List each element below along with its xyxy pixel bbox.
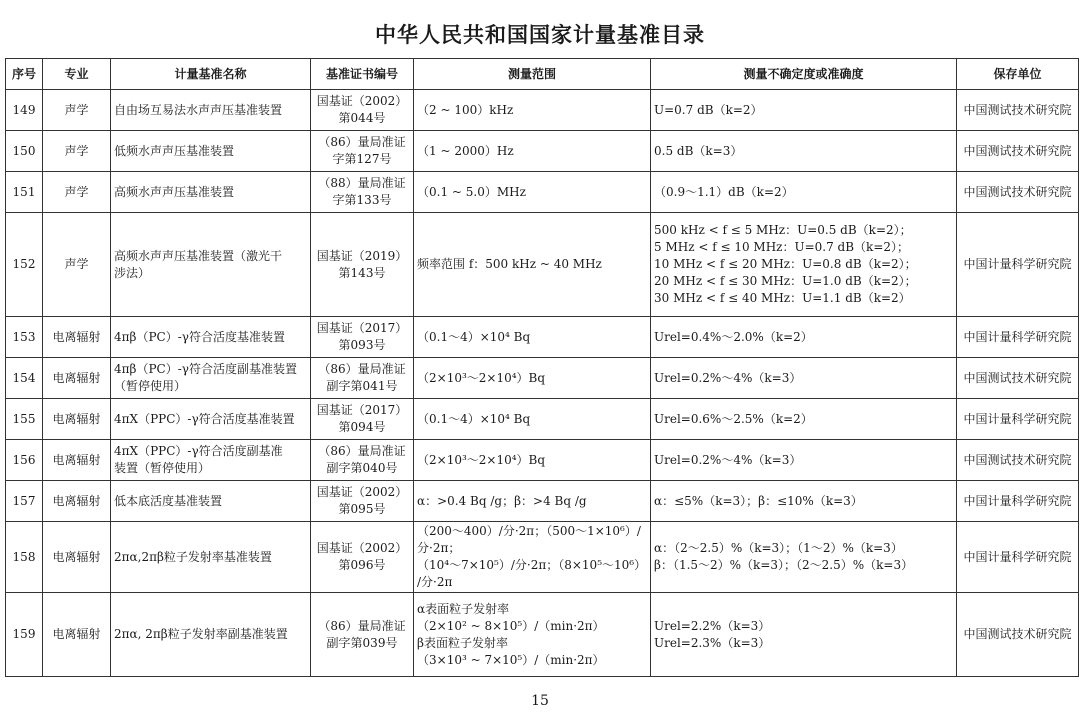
cell-standard-name-line: 高频水声声压基准装置（激光干: [114, 248, 283, 263]
cell-standard-name-line: 4πX（PPC）-γ符合活度副基准: [114, 444, 283, 458]
header-field: 专业: [43, 59, 111, 90]
cell-custodian: 中国计量科学研究院: [957, 399, 1079, 440]
cell-standard-name: [111, 213, 311, 317]
cell-measurement-range-line: （0.1～4）×10⁴ Bq: [417, 329, 531, 344]
cell-uncertainty: [651, 481, 957, 522]
cell-uncertainty: [651, 131, 957, 172]
cell-uncertainty-line: （0.9～1.1）dB（k=2）: [654, 184, 794, 199]
table-row: [6, 317, 1079, 358]
cell-measurement-range: [414, 131, 651, 172]
cell-measurement-range: [414, 522, 651, 593]
cell-field: 声学: [43, 90, 111, 131]
cell-serial-no: 149: [6, 90, 43, 131]
cell-certificate-no-line: 国基证（2017）: [316, 321, 408, 335]
cell-measurement-range: [414, 440, 651, 481]
cell-measurement-range-line: （1 ~ 2000）Hz: [417, 143, 514, 158]
page-title: 中华人民共和国国家计量基准目录: [375, 23, 705, 47]
cell-certificate-no: [311, 131, 414, 172]
cell-measurement-range-line: 分·2π；: [417, 541, 461, 555]
cell-serial-no: 152: [6, 213, 43, 317]
cell-serial-no: 158: [6, 522, 43, 593]
table-header-row: [6, 59, 1079, 90]
cell-certificate-no-line: 第094号: [338, 420, 386, 434]
cell-uncertainty-line: 10 MHz < f ≤ 20 MHz：U=0.8 dB（k=2）；: [654, 257, 917, 271]
cell-standard-name: [111, 90, 311, 131]
cell-uncertainty: [651, 213, 957, 317]
cell-uncertainty-line: Urel=2.3%（k=3）: [654, 635, 771, 650]
cell-certificate-no-line: 第044号: [338, 111, 386, 125]
header-custodian: 保存单位: [957, 59, 1079, 90]
cell-custodian: 中国测试技术研究院: [957, 440, 1079, 481]
cell-measurement-range-line: （0.1～4）×10⁴ Bq: [417, 411, 531, 426]
cell-standard-name: [111, 481, 311, 522]
cell-certificate-no-line: 国基证（2002）: [316, 485, 408, 499]
cell-uncertainty-line: α：≤5%（k=3）；β：≤10%（k=3）: [654, 493, 863, 508]
cell-certificate-no: [311, 440, 414, 481]
cell-standard-name-line: （暂停使用）: [114, 379, 187, 393]
cell-uncertainty-line: Urel=0.4%～2.0%（k=2）: [654, 329, 813, 344]
cell-uncertainty: [651, 399, 957, 440]
cell-field: 电离辐射: [43, 399, 111, 440]
cell-uncertainty-line: β：（1.5～2）%（k=3）；（2～2.5）%（k=3）: [654, 558, 914, 572]
cell-field: 声学: [43, 131, 111, 172]
cell-certificate-no: [311, 481, 414, 522]
cell-custodian: 中国测试技术研究院: [957, 131, 1079, 172]
cell-measurement-range: [414, 481, 651, 522]
cell-custodian: 中国测试技术研究院: [957, 593, 1079, 677]
cell-certificate-no-line: （86）量局准证: [318, 618, 406, 633]
cell-measurement-range: [414, 358, 651, 399]
cell-serial-no: 157: [6, 481, 43, 522]
cell-uncertainty-line: 0.5 dB（k=3）: [654, 143, 743, 158]
standards-catalog-table: [5, 58, 1079, 677]
table-row: [6, 399, 1079, 440]
cell-field: 电离辐射: [43, 317, 111, 358]
cell-uncertainty-line: Urel=0.6%～2.5%（k=2）: [654, 411, 813, 426]
cell-standard-name-line: 4πX（PPC）-γ符合活度基准装置: [114, 411, 295, 426]
cell-standard-name-line: 2πα, 2πβ粒子发射率副基准装置: [114, 627, 288, 641]
cell-measurement-range: [414, 90, 651, 131]
table-row: [6, 358, 1079, 399]
cell-certificate-no: [311, 358, 414, 399]
cell-certificate-no-line: 第093号: [338, 338, 386, 352]
table-row: [6, 593, 1079, 677]
cell-field: 电离辐射: [43, 358, 111, 399]
cell-field: 电离辐射: [43, 522, 111, 593]
cell-custodian: 中国测试技术研究院: [957, 172, 1079, 213]
cell-measurement-range-line: （2×10³～2×10⁴）Bq: [417, 452, 546, 467]
cell-standard-name: [111, 593, 311, 677]
header-uncertainty: 测量不确定度或准确度: [651, 59, 957, 90]
cell-certificate-no: [311, 213, 414, 317]
cell-uncertainty-line: U=0.7 dB（k=2）: [654, 102, 763, 117]
cell-uncertainty: [651, 593, 957, 677]
cell-measurement-range-line: α表面粒子发射率: [417, 601, 510, 616]
cell-standard-name-line: 自由场互易法水声声压基准装置: [114, 102, 283, 117]
cell-serial-no: 151: [6, 172, 43, 213]
cell-custodian: 中国计量科学研究院: [957, 317, 1079, 358]
cell-standard-name-line: 装置（暂停使用）: [114, 461, 211, 475]
cell-uncertainty-line: 30 MHz < f ≤ 40 MHz：U=1.1 dB（k=2）: [654, 291, 911, 305]
cell-field: 电离辐射: [43, 440, 111, 481]
cell-custodian: 中国计量科学研究院: [957, 481, 1079, 522]
table-row: [6, 481, 1079, 522]
header-standard-name: 计量基准名称: [111, 59, 311, 90]
cell-standard-name-line: 高频水声声压基准装置: [114, 184, 235, 199]
cell-standard-name-line: 2πα,2πβ粒子发射率基准装置: [114, 549, 272, 564]
header-certificate-no: 基准证书编号: [311, 59, 414, 90]
cell-certificate-no: [311, 90, 414, 131]
cell-serial-no: 159: [6, 593, 43, 677]
cell-uncertainty: [651, 90, 957, 131]
cell-measurement-range-line: （2 ~ 100）kHz: [417, 102, 514, 117]
cell-measurement-range-line: （200～400）/分·2π；（500～1×10⁶）/: [417, 524, 641, 538]
cell-certificate-no-line: 第143号: [338, 265, 386, 280]
cell-certificate-no-line: 字第133号: [332, 193, 392, 207]
cell-certificate-no-line: 第096号: [338, 558, 386, 572]
cell-standard-name-line: 4πβ（PC）-γ符合活度副基准装置: [114, 362, 297, 376]
cell-uncertainty: [651, 317, 957, 358]
cell-uncertainty-line: 500 kHz < f ≤ 5 MHz：U=0.5 dB（k=2）；: [654, 223, 912, 237]
cell-certificate-no-line: （88）量局准证: [318, 176, 406, 190]
cell-field: 电离辐射: [43, 481, 111, 522]
cell-uncertainty-line: 20 MHz < f ≤ 30 MHz：U=1.0 dB（k=2）；: [654, 274, 917, 288]
cell-serial-no: 153: [6, 317, 43, 358]
table-row: [6, 213, 1079, 317]
cell-certificate-no-line: 副字第041号: [326, 379, 398, 393]
cell-certificate-no-line: （86）量局准证: [318, 135, 406, 149]
cell-serial-no: 155: [6, 399, 43, 440]
table-row: [6, 440, 1079, 481]
cell-uncertainty-line: Urel=0.2%～4%（k=3）: [654, 370, 802, 385]
cell-measurement-range: [414, 172, 651, 213]
cell-certificate-no-line: 国基证（2019）: [316, 248, 408, 263]
cell-uncertainty-line: Urel=0.2%～4%（k=3）: [654, 452, 802, 467]
cell-standard-name: [111, 399, 311, 440]
table-row: [6, 522, 1079, 593]
cell-standard-name: [111, 172, 311, 213]
cell-field: 声学: [43, 172, 111, 213]
cell-measurement-range-line: （2×10² ~ 8×10⁵）/（min·2π）: [417, 618, 605, 633]
cell-serial-no: 150: [6, 131, 43, 172]
cell-measurement-range-line: α：>0.4 Bq /g；β：>4 Bq /g: [417, 493, 587, 508]
cell-standard-name: [111, 131, 311, 172]
cell-measurement-range: [414, 399, 651, 440]
table-row: [6, 131, 1079, 172]
cell-measurement-range-line: （3×10³ ~ 7×10⁵）/（min·2π）: [417, 652, 605, 667]
cell-custodian: 中国测试技术研究院: [957, 90, 1079, 131]
cell-certificate-no-line: （86）量局准证: [318, 362, 406, 376]
cell-certificate-no: [311, 593, 414, 677]
cell-standard-name-line: 涉法）: [114, 265, 151, 280]
header-serial-no: 序号: [6, 59, 43, 90]
cell-measurement-range: [414, 593, 651, 677]
cell-measurement-range-line: （0.1 ~ 5.0）MHz: [417, 184, 526, 199]
cell-uncertainty-line: α：（2～2.5）%（k=3）；（1～2）%（k=3）: [654, 541, 903, 555]
cell-certificate-no-line: 国基证（2002）: [316, 94, 408, 108]
cell-certificate-no-line: 字第127号: [332, 152, 392, 166]
cell-measurement-range-line: β表面粒子发射率: [417, 635, 508, 650]
cell-uncertainty: [651, 440, 957, 481]
cell-certificate-no-line: 第095号: [338, 502, 386, 516]
cell-standard-name-line: 4πβ（PC）-γ符合活度基准装置: [114, 329, 285, 344]
table-row: [6, 172, 1079, 213]
cell-standard-name-line: 低频水声声压基准装置: [114, 143, 235, 158]
cell-certificate-no-line: 国基证（2002）: [316, 541, 408, 555]
cell-measurement-range: [414, 213, 651, 317]
cell-measurement-range-line: （2×10³～2×10⁴）Bq: [417, 370, 546, 385]
cell-standard-name: [111, 317, 311, 358]
cell-field: 声学: [43, 213, 111, 317]
table-row: [6, 90, 1079, 131]
cell-standard-name: [111, 440, 311, 481]
cell-measurement-range-line: /分·2π: [417, 575, 453, 589]
cell-measurement-range-line: 频率范围 f：500 kHz ~ 40 MHz: [417, 257, 602, 271]
cell-certificate-no: [311, 317, 414, 358]
cell-field: 电离辐射: [43, 593, 111, 677]
cell-uncertainty-line: 5 MHz < f ≤ 10 MHz：U=0.7 dB（k=2）；: [654, 240, 910, 254]
cell-certificate-no: [311, 399, 414, 440]
cell-custodian: 中国计量科学研究院: [957, 213, 1079, 317]
cell-certificate-no: [311, 172, 414, 213]
cell-standard-name: [111, 522, 311, 593]
cell-uncertainty: [651, 522, 957, 593]
cell-custodian: 中国测试技术研究院: [957, 358, 1079, 399]
cell-serial-no: 156: [6, 440, 43, 481]
cell-serial-no: 154: [6, 358, 43, 399]
cell-certificate-no-line: 国基证（2017）: [316, 403, 408, 417]
cell-measurement-range-line: （10⁴～7×10⁵）/分·2π；（8×10⁵～10⁶）: [417, 558, 647, 572]
cell-uncertainty: [651, 358, 957, 399]
cell-standard-name: [111, 358, 311, 399]
cell-certificate-no-line: 副字第039号: [326, 635, 398, 650]
cell-certificate-no-line: （86）量局准证: [318, 444, 406, 458]
cell-uncertainty: [651, 172, 957, 213]
cell-uncertainty-line: Urel=2.2%（k=3）: [654, 618, 771, 633]
cell-certificate-no: [311, 522, 414, 593]
cell-measurement-range: [414, 317, 651, 358]
page-number: 15: [531, 693, 549, 709]
header-measurement-range: 测量范围: [414, 59, 651, 90]
cell-certificate-no-line: 副字第040号: [326, 461, 398, 475]
cell-standard-name-line: 低本底活度基准装置: [114, 493, 223, 508]
cell-custodian: 中国计量科学研究院: [957, 522, 1079, 593]
